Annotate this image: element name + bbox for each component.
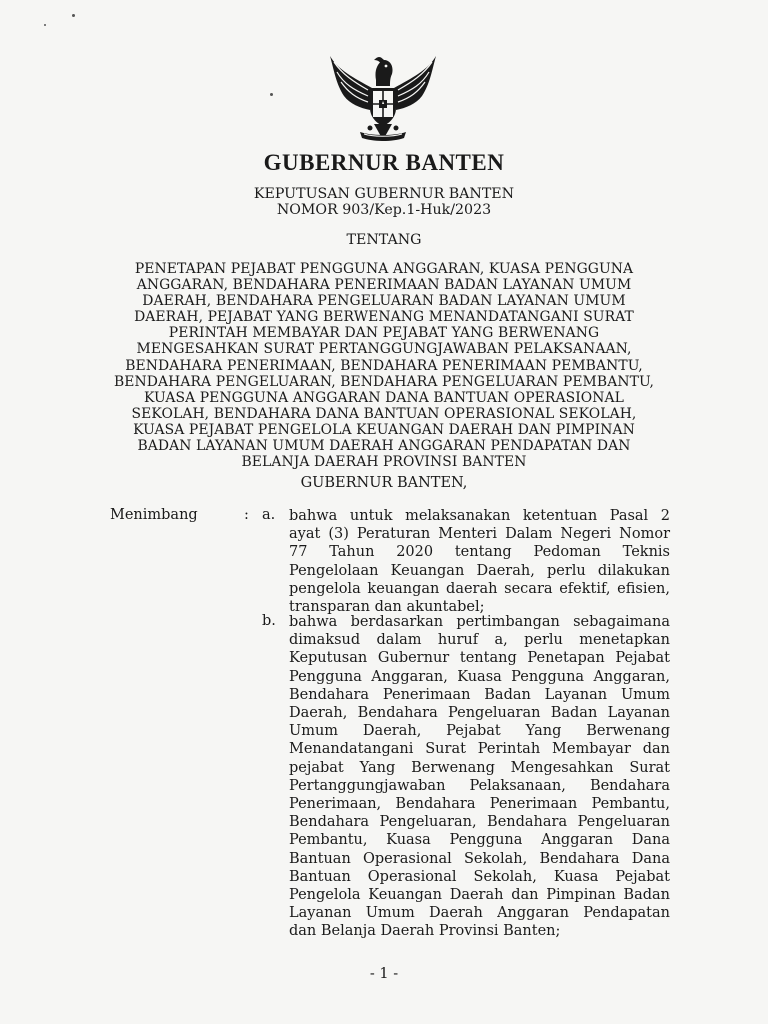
item-b-line: Daerah, Bendahara Pengeluaran Badan Layanan [289,705,670,722]
issuer-line: GUBERNUR BANTEN, [300,475,468,491]
item-b-line: Layanan Umum Daerah Anggaran Pendapatan [289,905,670,922]
item-b-line: Pertanggungjawaban Pelaksanaan, Bendahara [289,777,670,794]
item-b-line: dimaksud dalam huruf a, perlu menetapkan [289,632,670,649]
item-a-line: pengelola keuangan daerah secara efektif, efisien, [289,580,670,597]
subject-line: MENGESAHKAN SURAT PERTANGGUNGJAWABAN PELAKSANAAN, [136,341,632,358]
item-b-line: Pengguna Anggaran, Kuasa Pengguna Anggaran, [289,668,670,685]
subject-line: BELANJA DAERAH PROVINSI BANTEN [241,454,527,471]
item-a-line: ayat (3) Peraturan Menteri Dalam Negeri Nomor [289,526,670,543]
item-b-line: Bantuan Operasional Sekolah, Bendahara Dana [289,850,670,867]
item-b-line: Umum Daerah, Pejabat Yang Berwenang [289,723,670,740]
item-b-line: dan Belanja Daerah Provinsi Banten; [289,923,561,940]
item-a-line: 77 Tahun 2020 tentang Pedoman Teknis [289,544,670,561]
decree-subject [100,261,668,470]
considering-item-b [289,613,670,941]
decree-title: KEPUTUSAN GUBERNUR BANTEN [253,186,515,202]
garuda-emblem-icon [324,48,442,148]
item-b-line: Bendahara Penerimaan Badan Layanan Umum [289,686,670,703]
subject-line: DAERAH, BENDAHARA PENGELUARAN BADAN LAYANAN UMUM [142,293,626,310]
subject-line: BADAN LAYANAN UMUM DAERAH ANGGARAN PENDAPATAN DAN [137,438,631,455]
item-b-line: Bendahara Pengeluaran, Bendahara Pengeluaran [289,814,670,831]
item-marker-a: a. [262,507,276,523]
item-b-line: Pengelola Keuangan Daerah dan Pimpinan Badan [289,887,670,904]
subject-line: ANGGARAN, BENDAHARA PENERIMAAN BADAN LAYANAN UMUM [136,277,632,294]
item-b-line: Keputusan Gubernur tentang Penetapan Pejabat [289,650,670,667]
item-b-line: Bantuan Operasional Sekolah, Kuasa Pejabat [289,868,670,885]
considering-colon: : [244,507,249,523]
subject-line: PENETAPAN PEJABAT PENGGUNA ANGGARAN, KUASA PENGGUNA [134,261,634,277]
item-a-line: bahwa untuk melaksanakan ketentuan Pasal 2 [289,508,670,524]
page-number: - 1 - [369,966,399,982]
document-heading: GUBERNUR BANTEN [263,150,505,175]
item-b-line: Penerimaan, Bendahara Penerimaan Pembantu, [289,796,670,813]
subject-line: BENDAHARA PENGELUARAN, BENDAHARA PENGELUARAN PEMBANTU, [113,373,654,390]
subject-line: DAERAH, PEJABAT YANG BERWENANG MENANDATANGANI SURAT [134,309,634,326]
item-a-line: transparan dan akuntabel; [289,599,485,616]
subject-line: BENDAHARA PENERIMAAN, BENDAHARA PENERIMAAN PEMBANTU, [125,357,643,374]
scan-speck [72,14,75,17]
item-b-line: Menandatangani Surat Perintah Membayar dan [289,741,670,758]
scan-speck [270,93,273,96]
subject-line: KUASA PEJABAT PENGELOLA KEUANGAN DAERAH DAN PIMPINAN [133,421,635,438]
item-b-line: pejabat Yang Berwenang Mengesahkan Surat [289,759,670,776]
item-b-line: bahwa berdasarkan pertimbangan sebagaimana [289,614,670,630]
considering-label: Menimbang [110,507,198,523]
considering-item-a [289,507,670,616]
subject-line: SEKOLAH, BENDAHARA DANA BANTUAN OPERASIONAL SEKOLAH, [131,405,637,422]
scan-speck [44,24,46,26]
item-a-line: Pengelolaan Keuangan Daerah, perlu dilakukan [289,562,670,579]
subject-line: KUASA PENGGUNA ANGGARAN DANA BANTUAN OPERASIONAL [143,389,625,406]
item-marker-b: b. [262,613,276,629]
about-heading: TENTANG [346,232,422,248]
decree-number: NOMOR 903/Kep.1-Huk/2023 [276,202,492,218]
item-b-line: Pembantu, Kuasa Pengguna Anggaran Dana [289,832,670,849]
subject-line: PERINTAH MEMBAYAR DAN PEJABAT YANG BERWENANG [168,325,600,342]
